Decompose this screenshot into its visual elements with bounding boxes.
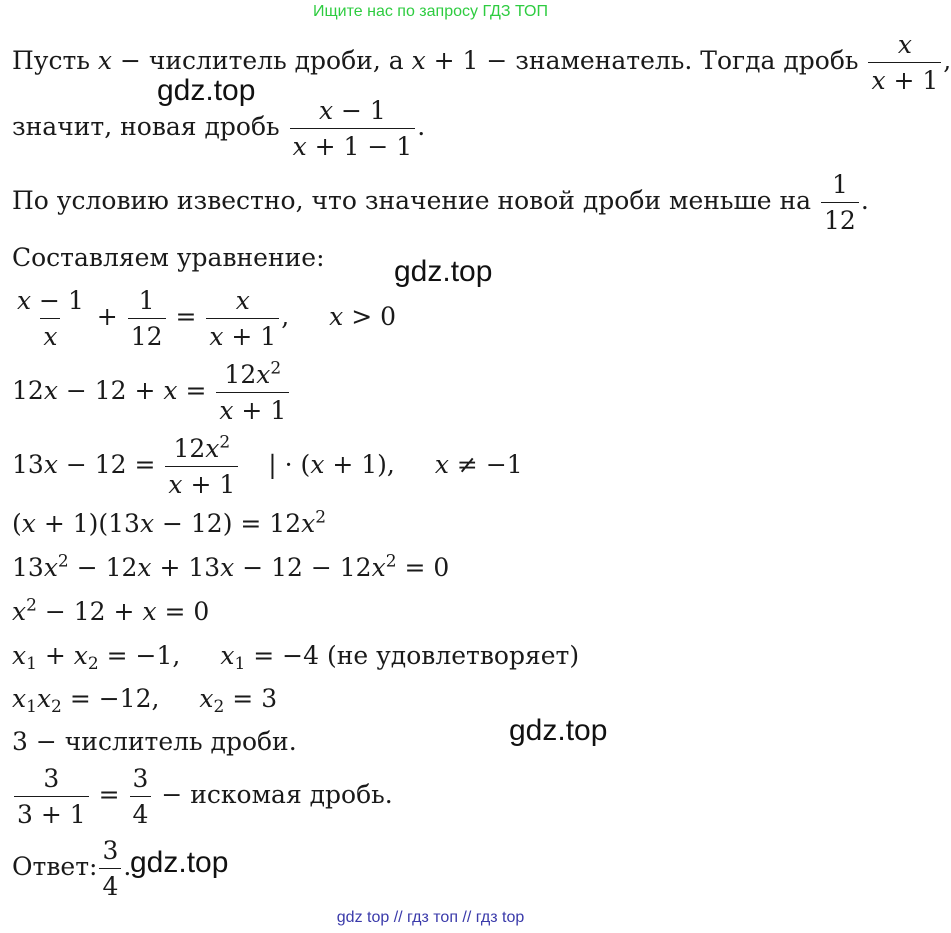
- new-fraction-line: значит, новая дробь $\frac{x - 1}{x + 1 - 1}$ .: [12, 96, 426, 161]
- answer-fraction: $\frac{3}{4}$: [99, 838, 121, 899]
- search-banner[interactable]: Ищите нас по запросу ГДЗ ТОП: [313, 3, 548, 20]
- footer-links[interactable]: gdz top // гдз топ // гдз top: [336, 909, 525, 926]
- watermark-2: gdz.top: [394, 255, 493, 288]
- vieta-sum-line: $x_1 + x_2 = -1$, $x_1 = -4$ (не удовлетворяет): [12, 641, 580, 675]
- watermark-4: gdz.top: [130, 846, 229, 879]
- watermark-1: gdz.top: [157, 74, 256, 107]
- watermark-3: gdz.top: [509, 714, 608, 747]
- equation-3: 13x − 12 = $\frac{12x^2}{x + 1}$ | · (x + 1), x ≠ −1: [12, 432, 523, 499]
- answer-label: Ответ:: [12, 852, 98, 881]
- intro-line: Пусть x − числитель дроби, а x + 1 − знаменатель. Тогда дробь $\frac{x}{x + 1}$ ,: [12, 30, 951, 95]
- result-line: $\frac{3}{3 + 1}$ = $\frac{3}{4}$ − искомая дробь.: [12, 766, 393, 827]
- intro-text-3: − знаменатель. Тогда дробь: [478, 46, 867, 75]
- fraction-new: $\frac{x - 1}{x + 1 - 1}$: [290, 98, 416, 159]
- equation-6: $x^2 - 12 + x = 0$: [12, 595, 210, 626]
- compose-line: Составляем уравнение:: [12, 243, 325, 272]
- numerator-conclusion: 3 − числитель дроби.: [12, 727, 297, 756]
- condition-text: По условию известно, что значение новой дроби меньше на: [12, 186, 820, 215]
- vieta-product-line: $x_1x_2 = -12$, $x_2 = 3$: [12, 684, 278, 718]
- equation-4: $(x + 1)(13x - 12) = 12x^2$: [12, 507, 327, 538]
- equation-5: $13x^2 - 12x + 13x - 12 - 12x^2 = 0$: [12, 551, 450, 582]
- intro-text-2: − числитель дроби, а: [112, 46, 412, 75]
- not-satisfy-text: (не удовлетворяет): [326, 641, 580, 670]
- new-fraction-text: значит, новая дробь: [12, 112, 288, 141]
- condition-line: По условию известно, что значение новой дроби меньше на $\frac{1}{12}$ .: [12, 170, 869, 235]
- result-text: − искомая дробь.: [153, 780, 393, 809]
- fraction-one-twelfth: $\frac{1}{12}$: [821, 172, 859, 233]
- equation-2: 12x − 12 + x = $\frac{12x^2}{x + 1}$: [12, 362, 291, 423]
- answer-line: Ответ: $\frac{3}{4}$ .: [12, 836, 132, 901]
- intro-text-1: Пусть: [12, 46, 98, 75]
- fraction-original: $\frac{x}{x + 1}$: [868, 32, 941, 93]
- equation-1: $\frac{x - 1}{x}$ + $\frac{1}{12}$ = $\frac{x}{x + 1}$ , x > 0: [17, 286, 397, 351]
